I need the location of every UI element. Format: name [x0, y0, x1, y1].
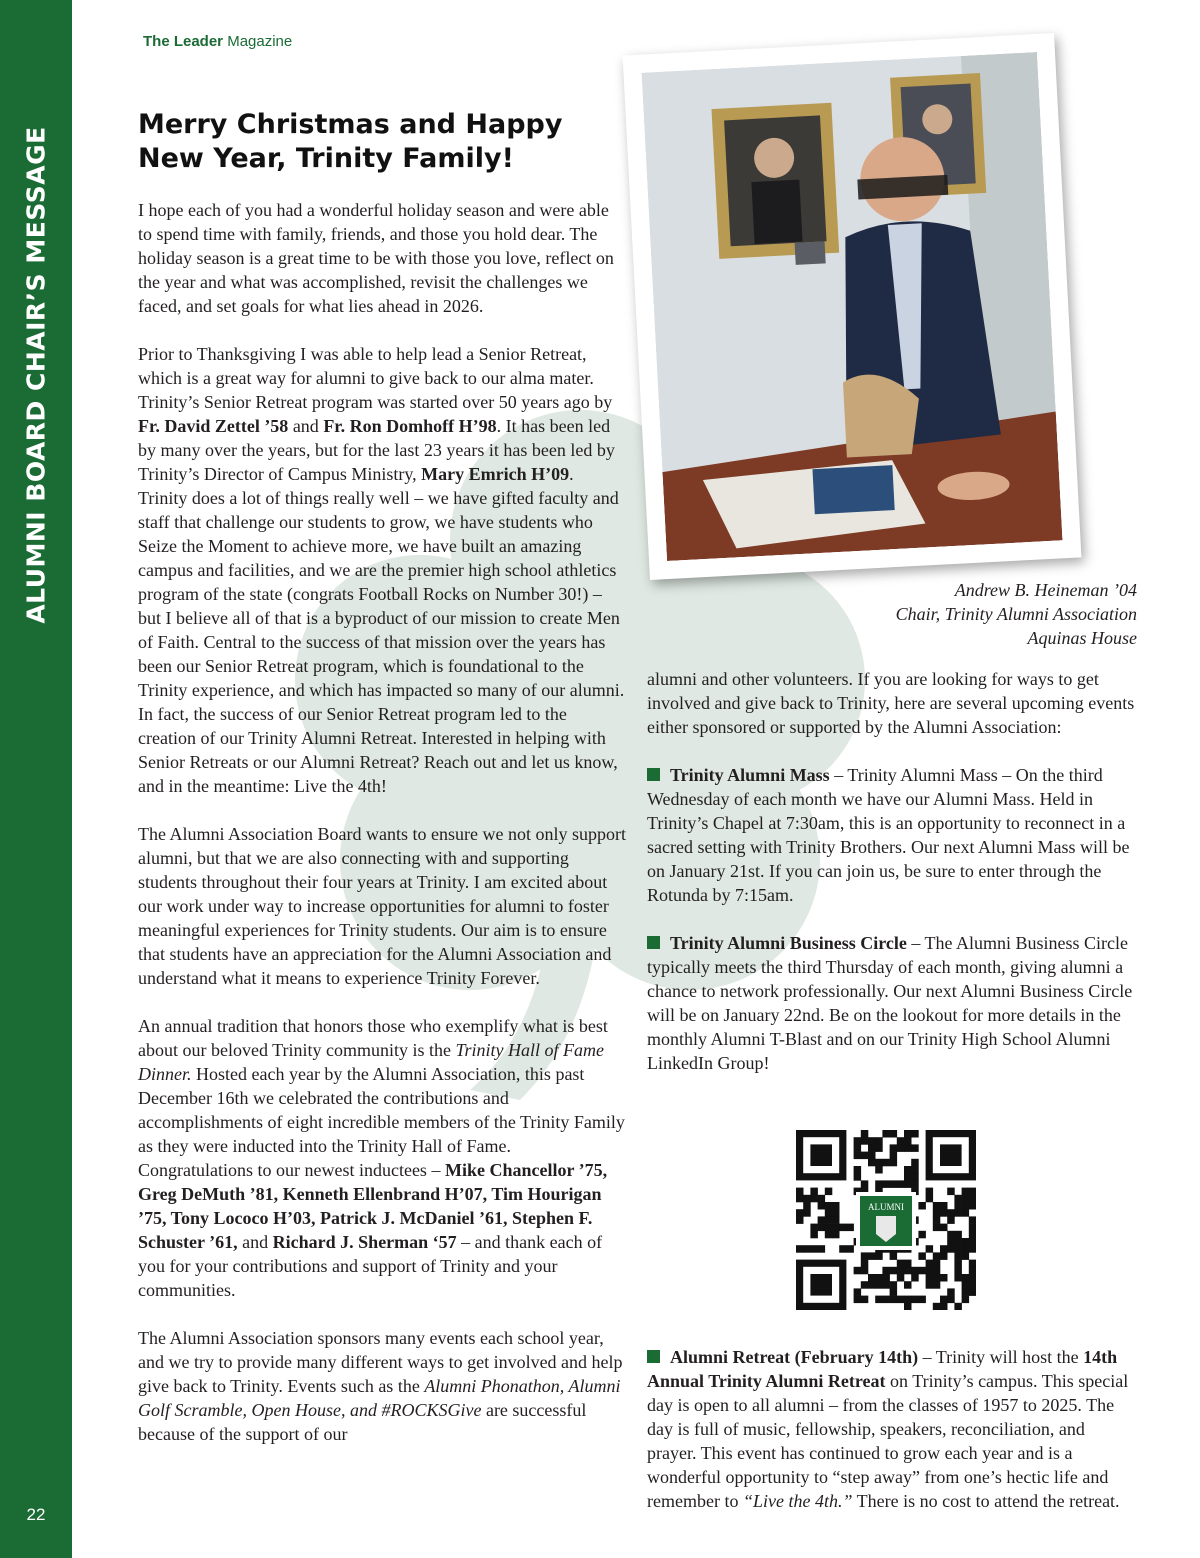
caption-name: Andrew B. Heineman ’04: [954, 580, 1137, 600]
qr-code[interactable]: [796, 1130, 976, 1310]
text-run: are successful because of the support of our: [138, 1400, 587, 1444]
bullet-square-icon: [647, 1350, 660, 1363]
text-run: Hosted each year by the Alumni Association, this past December 16th we celebrated the contributions and accomplishments of eight incredible members of the Trinity Family as they were inducted into the Trinity Hall of Fame. Congratulations to our newest inductees –: [138, 1064, 625, 1180]
sidebar-band: [0, 0, 72, 1558]
magazine-header: [143, 33, 292, 50]
bullet-square-icon: [647, 936, 660, 949]
article-title-line-2: New Year, Trinity Family!: [138, 143, 514, 174]
text-run: Prior to Thanksgiving I was able to help lead a Senior Retreat, which is a great way for alumni to give back to our alma mater. Trinity’s Senior Retreat program was started over 50 years ago by: [138, 344, 613, 412]
text-run: Trinity Alumni Business Circle: [670, 933, 907, 953]
text-run: and: [237, 1232, 273, 1252]
event-alumni-retreat-text: [647, 1347, 1128, 1511]
text-run: “Live the 4th.”: [742, 1491, 853, 1511]
bullet-square-icon: [647, 768, 660, 781]
magazine-name: The Leader: [143, 33, 224, 50]
text-run: . It has been led by many over the years, but for the last 23 years it has been led by Trinity’s Director of Campus Ministry,: [138, 416, 615, 484]
text-run: Alumni Phonathon, Alumni Golf Scramble, Open House, and #ROCKSGive: [138, 1376, 621, 1420]
text-run: Mike Chancellor ’75, Greg DeMuth ’81, Kenneth Ellenbrand H’07, Tim Hourigan ’75, Tony Lococo H’03, Patrick J. McDaniel ’61, Stephen F. Schuster ’61,: [138, 1160, 608, 1252]
text-run: Fr. David Zettel ’58: [138, 416, 289, 436]
article-title-line-1: Merry Christmas and Happy: [138, 109, 563, 140]
paragraph-hall-of-fame: [138, 1014, 626, 1302]
text-run: Richard J. Sherman ‘57: [272, 1232, 457, 1252]
text-run: and: [288, 416, 324, 436]
paragraph-volunteers: alumni and other volunteers. If you are looking for ways to get involved and give back to Trinity, here are several upcoming events either sponsored or supported by the Alumni Association:: [647, 669, 1135, 737]
caption-role: Chair, Trinity Alumni Association: [895, 604, 1137, 624]
magazine-subtitle: Magazine: [227, 33, 293, 50]
paragraph-intro: I hope each of you had a wonderful holiday season and were able to spend time with family, friends, and those you hold dear. The holiday season is a great time to be with those you love, reflect on the year and what was accomplished, revisit the challenges we faced, and set goals for what lies ahead in 2026.: [138, 200, 614, 316]
page-number: 22: [26, 1505, 46, 1524]
text-run: – Trinity will host the: [918, 1347, 1084, 1367]
article-title: [138, 108, 618, 176]
right-column: [647, 667, 1135, 1537]
text-run: 14th Annual Trinity Alumni Retreat: [647, 1347, 1118, 1391]
text-run: – The Alumni Business Circle typically meets the third Thursday of each month, giving alumni a chance to network professionally. Our next Alumni Business Circle will be on January 22nd. Be on the lookout for more details in the monthly Alumni T-Blast and on our Trinity High School Alumni LinkedIn Group!: [647, 933, 1133, 1073]
event-business-circle-text: [647, 933, 1132, 1073]
left-column: [138, 198, 626, 1470]
text-run: Mary Emrich H’09: [421, 464, 570, 484]
text-run: Trinity Hall of Fame Dinner.: [138, 1040, 604, 1084]
paragraph-senior-retreat: [138, 342, 626, 798]
qr-badge-text: ALUMNI: [868, 1202, 904, 1212]
paragraph-board: The Alumni Association Board wants to ensure we not only support alumni, but that we are also connecting with and supporting students throughout their four years at Trinity. I am excited about our work under way to increase opportunities for alumni to foster meaningful experiences for Trinity students. Our aim is to ensure that students have an appreciation for the Alumni Association and understand what it means to experience Trinity Forever.: [138, 824, 626, 988]
caption-place: Aquinas House: [1027, 628, 1137, 648]
text-run: There is no cost to attend the retreat.: [852, 1491, 1120, 1511]
chair-photo-frame: [623, 33, 1082, 580]
event-alumni-retreat: [647, 1345, 1135, 1513]
text-run: Alumni Retreat (February 14th): [670, 1347, 919, 1367]
chair-photo: [641, 52, 1062, 561]
text-run: Trinity Alumni Mass: [670, 765, 830, 785]
section-title-vertical: ALUMNI BOARD CHAIR’S MESSAGE: [21, 126, 51, 624]
event-business-circle: [647, 931, 1135, 1075]
text-run: – and thank each of you for your contributions and support of Trinity and your communities.: [138, 1232, 603, 1300]
event-alumni-mass-text: [647, 765, 1129, 905]
text-run: . Trinity does a lot of things really well – we have gifted faculty and staff that challenge our students to grow, we have students who Seize the Moment to achieve more, we have built an amazing campus and facilities, and we are the premier high school athletics program of the state (congrats Football Rocks on Number 30!) – but I believe all of that is a byproduct of our mission to create Men of Faith. Central to the success of that mission over the years has been our Senior Retreat program, which is foundational to the Trinity experience, and which has impacted so many of our alumni. In fact, the success of our Senior Retreat program led to the creation of our Trinity Alumni Retreat. Interested in helping with Senior Retreats or our Alumni Retreat? Reach out and let us know, and in the meantime: Live the 4th!: [138, 464, 625, 796]
text-run: An annual tradition that honors those who exemplify what is best about our beloved Trinity community is the: [138, 1016, 608, 1060]
photo-caption: [780, 578, 1137, 650]
text-run: Fr. Ron Domhoff H’98: [323, 416, 497, 436]
event-alumni-mass: [647, 763, 1135, 907]
text-run: on Trinity’s campus. This special day is open to all alumni – from the classes of 1957 to 2025. The day is full of music, fellowship, speakers, reconciliation, and prayer. This event has continued to grow each year and is a wonderful opportunity to “step away” from one’s hectic life and remember to: [647, 1371, 1129, 1511]
text-run: – Trinity Alumni Mass – On the third Wednesday of each month we have our Alumni Mass. Held in Trinity’s Chapel at 7:30am, this is an opportunity to reconnect in a sacred setting with Trinity Brothers. Our next Alumni Mass will be on January 21st. If you can join us, be sure to enter through the Rotunda by 7:15am.: [647, 765, 1130, 905]
paragraph-events: [138, 1326, 626, 1446]
text-run: The Alumni Association sponsors many events each school year, and we try to provide many different ways to get involved and help give back to Trinity. Events such as the: [138, 1328, 623, 1396]
